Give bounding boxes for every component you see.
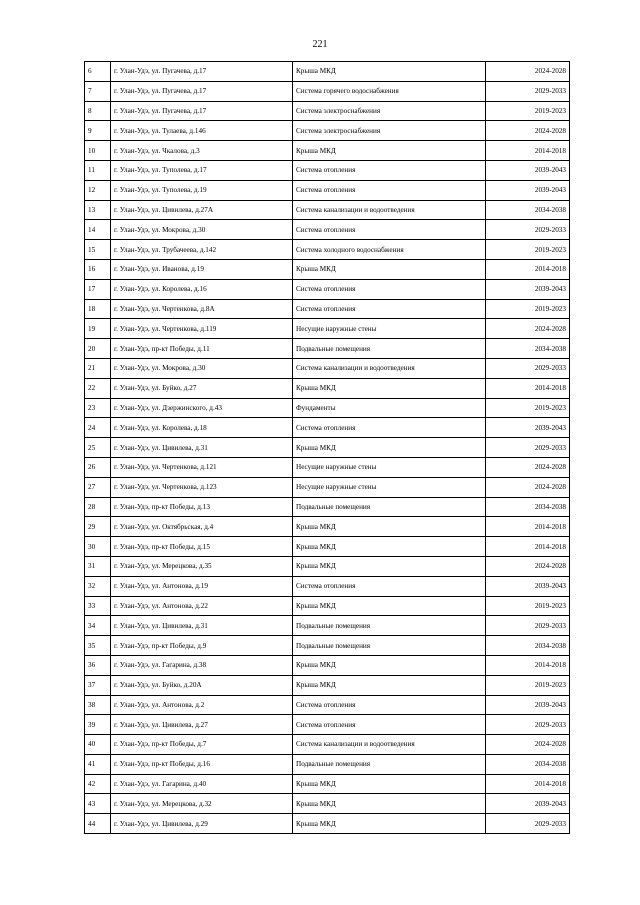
row-number: 24 — [85, 418, 111, 438]
row-number: 13 — [85, 200, 111, 220]
period-cell: 2024-2028 — [486, 477, 570, 497]
address-cell: г. Улан-Удэ, ул. Мерецкова, д.35 — [111, 556, 293, 576]
row-number: 11 — [85, 160, 111, 180]
row-number: 37 — [85, 675, 111, 695]
row-number: 21 — [85, 358, 111, 378]
address-cell: г. Улан-Удэ, ул. Мерецкова, д.32 — [111, 794, 293, 814]
system-cell: Крыша МКД — [293, 438, 486, 458]
system-cell: Система отопления — [293, 576, 486, 596]
system-cell: Крыша МКД — [293, 141, 486, 161]
row-number: 34 — [85, 616, 111, 636]
address-cell: г. Улан-Удэ, ул. Пугачева, д.17 — [111, 81, 293, 101]
system-cell: Система отопления — [293, 715, 486, 735]
period-cell: 2039-2043 — [486, 794, 570, 814]
address-cell: г. Улан-Удэ, ул. Тулаева, д.146 — [111, 121, 293, 141]
table-row — [85, 141, 570, 161]
address-cell: г. Улан-Удэ, ул. Мокрова, д.30 — [111, 358, 293, 378]
address-cell: г. Улан-Удэ, ул. Чертенкова, д.123 — [111, 477, 293, 497]
row-number: 14 — [85, 220, 111, 240]
address-cell: г. Улан-Удэ, ул. Королева, д.18 — [111, 418, 293, 438]
address-cell: г. Улан-Удэ, пр-кт Победы, д.11 — [111, 339, 293, 359]
table-row — [85, 398, 570, 418]
table-row — [85, 616, 570, 636]
table-row — [85, 517, 570, 537]
system-cell: Подвальные помещения — [293, 339, 486, 359]
period-cell: 2029-2033 — [486, 616, 570, 636]
period-cell: 2019-2023 — [486, 299, 570, 319]
address-cell: г. Улан-Удэ, ул. Чкалова, д.3 — [111, 141, 293, 161]
table-row — [85, 457, 570, 477]
period-cell: 2034-2038 — [486, 636, 570, 656]
system-cell: Крыша МКД — [293, 259, 486, 279]
table-row — [85, 319, 570, 339]
table-row — [85, 497, 570, 517]
period-cell: 2024-2028 — [486, 735, 570, 755]
system-cell: Подвальные помещения — [293, 754, 486, 774]
period-cell: 2014-2018 — [486, 655, 570, 675]
row-number: 35 — [85, 636, 111, 656]
system-cell: Крыша МКД — [293, 675, 486, 695]
row-number: 7 — [85, 81, 111, 101]
address-cell: г. Улан-Удэ, ул. Пугачева, д.17 — [111, 101, 293, 121]
system-cell: Крыша МКД — [293, 378, 486, 398]
system-cell: Крыша МКД — [293, 774, 486, 794]
period-cell: 2039-2043 — [486, 576, 570, 596]
system-cell: Фундаменты — [293, 398, 486, 418]
row-number: 9 — [85, 121, 111, 141]
row-number: 42 — [85, 774, 111, 794]
address-cell: г. Улан-Удэ, ул. Цивилева, д.27А — [111, 200, 293, 220]
row-number: 30 — [85, 537, 111, 557]
row-number: 32 — [85, 576, 111, 596]
period-cell: 2039-2043 — [486, 418, 570, 438]
address-cell: г. Улан-Удэ, ул. Гагарина, д.38 — [111, 655, 293, 675]
address-cell: г. Улан-Удэ, пр-кт Победы, д.16 — [111, 754, 293, 774]
system-cell: Система канализации и водоотведения — [293, 735, 486, 755]
table-row — [85, 81, 570, 101]
period-cell: 2019-2023 — [486, 596, 570, 616]
period-cell: 2039-2043 — [486, 279, 570, 299]
table-row — [85, 200, 570, 220]
system-cell: Система отопления — [293, 160, 486, 180]
period-cell: 2034-2038 — [486, 339, 570, 359]
table-row — [85, 438, 570, 458]
table-row — [85, 675, 570, 695]
period-cell: 2034-2038 — [486, 200, 570, 220]
period-cell: 2014-2018 — [486, 517, 570, 537]
row-number: 17 — [85, 279, 111, 299]
table-row — [85, 735, 570, 755]
row-number: 18 — [85, 299, 111, 319]
period-cell: 2029-2033 — [486, 715, 570, 735]
table-row — [85, 715, 570, 735]
table-row — [85, 655, 570, 675]
system-cell: Подвальные помещения — [293, 616, 486, 636]
address-cell: г. Улан-Удэ, пр-кт Победы, д.15 — [111, 537, 293, 557]
period-cell: 2014-2018 — [486, 537, 570, 557]
system-cell: Крыша МКД — [293, 596, 486, 616]
table-row — [85, 695, 570, 715]
row-number: 20 — [85, 339, 111, 359]
address-cell: г. Улан-Удэ, ул. Королева, д.16 — [111, 279, 293, 299]
address-cell: г. Улан-Удэ, ул. Буйко, д.20А — [111, 675, 293, 695]
system-cell: Крыша МКД — [293, 517, 486, 537]
repair-schedule-table — [84, 61, 570, 834]
system-cell: Система отопления — [293, 279, 486, 299]
address-cell: г. Улан-Удэ, ул. Цивилева, д.31 — [111, 616, 293, 636]
address-cell: г. Улан-Удэ, ул. Буйко, д.27 — [111, 378, 293, 398]
period-cell: 2039-2043 — [486, 180, 570, 200]
period-cell: 2019-2023 — [486, 240, 570, 260]
row-number: 19 — [85, 319, 111, 339]
row-number: 10 — [85, 141, 111, 161]
period-cell: 2024-2028 — [486, 556, 570, 576]
system-cell: Система холодного водоснабжения — [293, 240, 486, 260]
system-cell: Система канализации и водоотведения — [293, 358, 486, 378]
period-cell: 2029-2033 — [486, 220, 570, 240]
row-number: 41 — [85, 754, 111, 774]
table-row — [85, 754, 570, 774]
system-cell: Система электроснабжения — [293, 101, 486, 121]
address-cell: г. Улан-Удэ, ул. Октябрьская, д.4 — [111, 517, 293, 537]
system-cell: Система отопления — [293, 695, 486, 715]
address-cell: г. Улан-Удэ, ул. Пугачева, д.17 — [111, 62, 293, 82]
period-cell: 2024-2028 — [486, 62, 570, 82]
system-cell: Система отопления — [293, 299, 486, 319]
system-cell: Несущие наружные стены — [293, 457, 486, 477]
table-row — [85, 556, 570, 576]
table-row — [85, 596, 570, 616]
row-number: 29 — [85, 517, 111, 537]
address-cell: г. Улан-Удэ, ул. Чертенкова, д.119 — [111, 319, 293, 339]
row-number: 33 — [85, 596, 111, 616]
period-cell: 2029-2033 — [486, 438, 570, 458]
row-number: 31 — [85, 556, 111, 576]
address-cell: г. Улан-Удэ, ул. Цивилева, д.31 — [111, 438, 293, 458]
table-row — [85, 259, 570, 279]
address-cell: г. Улан-Удэ, ул. Мокрова, д.30 — [111, 220, 293, 240]
table-row — [85, 636, 570, 656]
row-number: 36 — [85, 655, 111, 675]
system-cell: Крыша МКД — [293, 62, 486, 82]
row-number: 39 — [85, 715, 111, 735]
address-cell: г. Улан-Удэ, ул. Чертенкова, д.121 — [111, 457, 293, 477]
address-cell: г. Улан-Удэ, ул. Антонова, д.2 — [111, 695, 293, 715]
address-cell: г. Улан-Удэ, ул. Иванова, д.19 — [111, 259, 293, 279]
address-cell: г. Улан-Удэ, ул. Дзержинского, д.43 — [111, 398, 293, 418]
period-cell: 2034-2038 — [486, 497, 570, 517]
system-cell: Крыша МКД — [293, 655, 486, 675]
table-row — [85, 477, 570, 497]
system-cell: Система горячего водоснабжения — [293, 81, 486, 101]
period-cell: 2029-2033 — [486, 81, 570, 101]
address-cell: г. Улан-Удэ, ул. Туполева, д.19 — [111, 180, 293, 200]
row-number: 12 — [85, 180, 111, 200]
period-cell: 2014-2018 — [486, 141, 570, 161]
address-cell: г. Улан-Удэ, ул. Чертенкова, д.8А — [111, 299, 293, 319]
period-cell: 2024-2028 — [486, 457, 570, 477]
period-cell: 2014-2018 — [486, 774, 570, 794]
table-row — [85, 794, 570, 814]
period-cell: 2029-2033 — [486, 358, 570, 378]
system-cell: Система отопления — [293, 418, 486, 438]
table-row — [85, 62, 570, 82]
table-row — [85, 101, 570, 121]
row-number: 8 — [85, 101, 111, 121]
period-cell: 2014-2018 — [486, 259, 570, 279]
system-cell: Несущие наружные стены — [293, 477, 486, 497]
system-cell: Система отопления — [293, 180, 486, 200]
row-number: 23 — [85, 398, 111, 418]
system-cell: Подвальные помещения — [293, 497, 486, 517]
address-cell: г. Улан-Удэ, ул. Антонова, д.19 — [111, 576, 293, 596]
period-cell: 2019-2023 — [486, 675, 570, 695]
period-cell: 2029-2033 — [486, 814, 570, 834]
system-cell: Система отопления — [293, 220, 486, 240]
table-row — [85, 537, 570, 557]
table-body — [85, 62, 570, 834]
table-row — [85, 358, 570, 378]
period-cell: 2039-2043 — [486, 160, 570, 180]
system-cell: Система канализации и водоотведения — [293, 200, 486, 220]
table-row — [85, 814, 570, 834]
table-row — [85, 160, 570, 180]
row-number: 43 — [85, 794, 111, 814]
system-cell: Крыша МКД — [293, 794, 486, 814]
row-number: 27 — [85, 477, 111, 497]
row-number: 25 — [85, 438, 111, 458]
table-row — [85, 339, 570, 359]
period-cell: 2019-2023 — [486, 101, 570, 121]
system-cell: Крыша МКД — [293, 814, 486, 834]
period-cell: 2034-2038 — [486, 754, 570, 774]
address-cell: г. Улан-Удэ, пр-кт Победы, д.7 — [111, 735, 293, 755]
table-row — [85, 576, 570, 596]
table-row — [85, 121, 570, 141]
page-number: 221 — [312, 39, 328, 50]
period-cell: 2014-2018 — [486, 378, 570, 398]
system-cell: Крыша МКД — [293, 537, 486, 557]
table-row — [85, 299, 570, 319]
period-cell: 2019-2023 — [486, 398, 570, 418]
row-number: 38 — [85, 695, 111, 715]
period-cell: 2039-2043 — [486, 695, 570, 715]
system-cell: Крыша МКД — [293, 556, 486, 576]
row-number: 6 — [85, 62, 111, 82]
row-number: 26 — [85, 457, 111, 477]
period-cell: 2024-2028 — [486, 319, 570, 339]
table-row — [85, 220, 570, 240]
system-cell: Подвальные помещения — [293, 636, 486, 656]
table-row — [85, 279, 570, 299]
row-number: 40 — [85, 735, 111, 755]
address-cell: г. Улан-Удэ, пр-кт Победы, д.9 — [111, 636, 293, 656]
address-cell: г. Улан-Удэ, ул. Гагарина, д.40 — [111, 774, 293, 794]
row-number: 44 — [85, 814, 111, 834]
period-cell: 2024-2028 — [486, 121, 570, 141]
address-cell: г. Улан-Удэ, ул. Цивилева, д.29 — [111, 814, 293, 834]
address-cell: г. Улан-Удэ, ул. Трубачеева, д.142 — [111, 240, 293, 260]
row-number: 22 — [85, 378, 111, 398]
table-row — [85, 240, 570, 260]
system-cell: Система электроснабжения — [293, 121, 486, 141]
table-row — [85, 378, 570, 398]
row-number: 28 — [85, 497, 111, 517]
table-row — [85, 180, 570, 200]
address-cell: г. Улан-Удэ, ул. Цивилева, д.27 — [111, 715, 293, 735]
table-row — [85, 418, 570, 438]
row-number: 16 — [85, 259, 111, 279]
address-cell: г. Улан-Удэ, пр-кт Победы, д.13 — [111, 497, 293, 517]
table-row — [85, 774, 570, 794]
system-cell: Несущие наружные стены — [293, 319, 486, 339]
address-cell: г. Улан-Удэ, ул. Антонова, д.22 — [111, 596, 293, 616]
address-cell: г. Улан-Удэ, ул. Туполева, д.17 — [111, 160, 293, 180]
row-number: 15 — [85, 240, 111, 260]
